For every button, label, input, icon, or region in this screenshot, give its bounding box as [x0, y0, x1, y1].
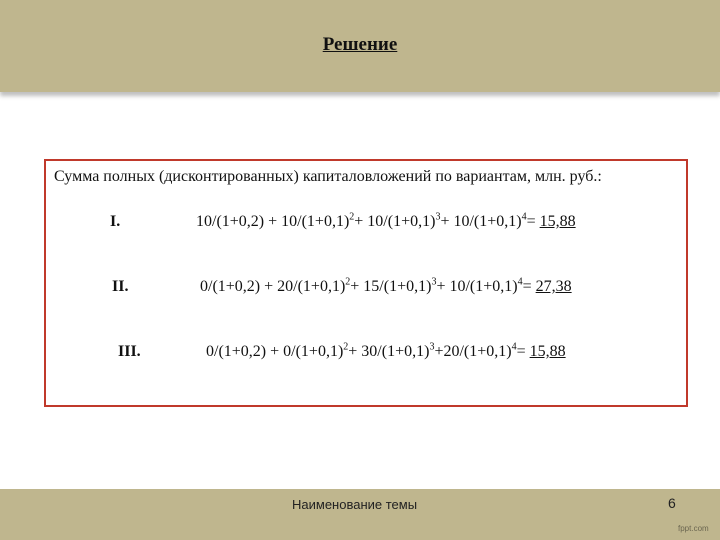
exponent: 2	[345, 276, 351, 288]
footer-topic: Наименование темы	[292, 497, 418, 512]
formula-part: =	[516, 343, 530, 360]
formula-part: =	[522, 278, 536, 295]
slide-title: Решение	[322, 34, 398, 55]
variant-label-1: I.	[110, 213, 121, 230]
exponent: 4	[517, 276, 523, 288]
formula-part: + 15/(1+0,1)	[350, 278, 432, 295]
exponent: 2	[349, 211, 355, 223]
formula-part: 0/(1+0,2) + 20/(1+0,1)	[200, 278, 346, 295]
intro-text: Сумма полных (дисконтированных) капиталовложений по вариантам, млн. руб.:	[54, 168, 602, 185]
formula-part: + 10/(1+0,1)	[354, 213, 436, 230]
formula-part: =	[526, 213, 540, 230]
exponent: 3	[435, 211, 441, 223]
exponent: 2	[343, 341, 349, 353]
result-value: 15,88	[539, 213, 576, 230]
formula-part: + 30/(1+0,1)	[348, 343, 430, 360]
exponent: 4	[521, 211, 527, 223]
formula-part: 10/(1+0,2) + 10/(1+0,1)	[196, 213, 350, 230]
watermark: fppt.com	[678, 524, 709, 533]
formula-part: 0/(1+0,2) + 0/(1+0,1)	[206, 343, 344, 360]
result-value: 27,38	[535, 278, 572, 295]
formula-row-2	[200, 278, 572, 296]
formula-part: + 10/(1+0,1)	[440, 213, 522, 230]
exponent: 3	[429, 341, 435, 353]
formula-row-3	[206, 343, 566, 361]
variant-label-2: II.	[112, 278, 129, 295]
formula-part: + 10/(1+0,1)	[436, 278, 518, 295]
exponent: 4	[511, 341, 517, 353]
formula-row-1	[196, 213, 576, 231]
formula-part: +20/(1+0,1)	[434, 343, 512, 360]
page-number: 6	[668, 495, 676, 511]
exponent: 3	[431, 276, 437, 288]
variant-label-3: III.	[118, 343, 141, 360]
result-value: 15,88	[529, 343, 566, 360]
content-frame	[44, 159, 688, 407]
